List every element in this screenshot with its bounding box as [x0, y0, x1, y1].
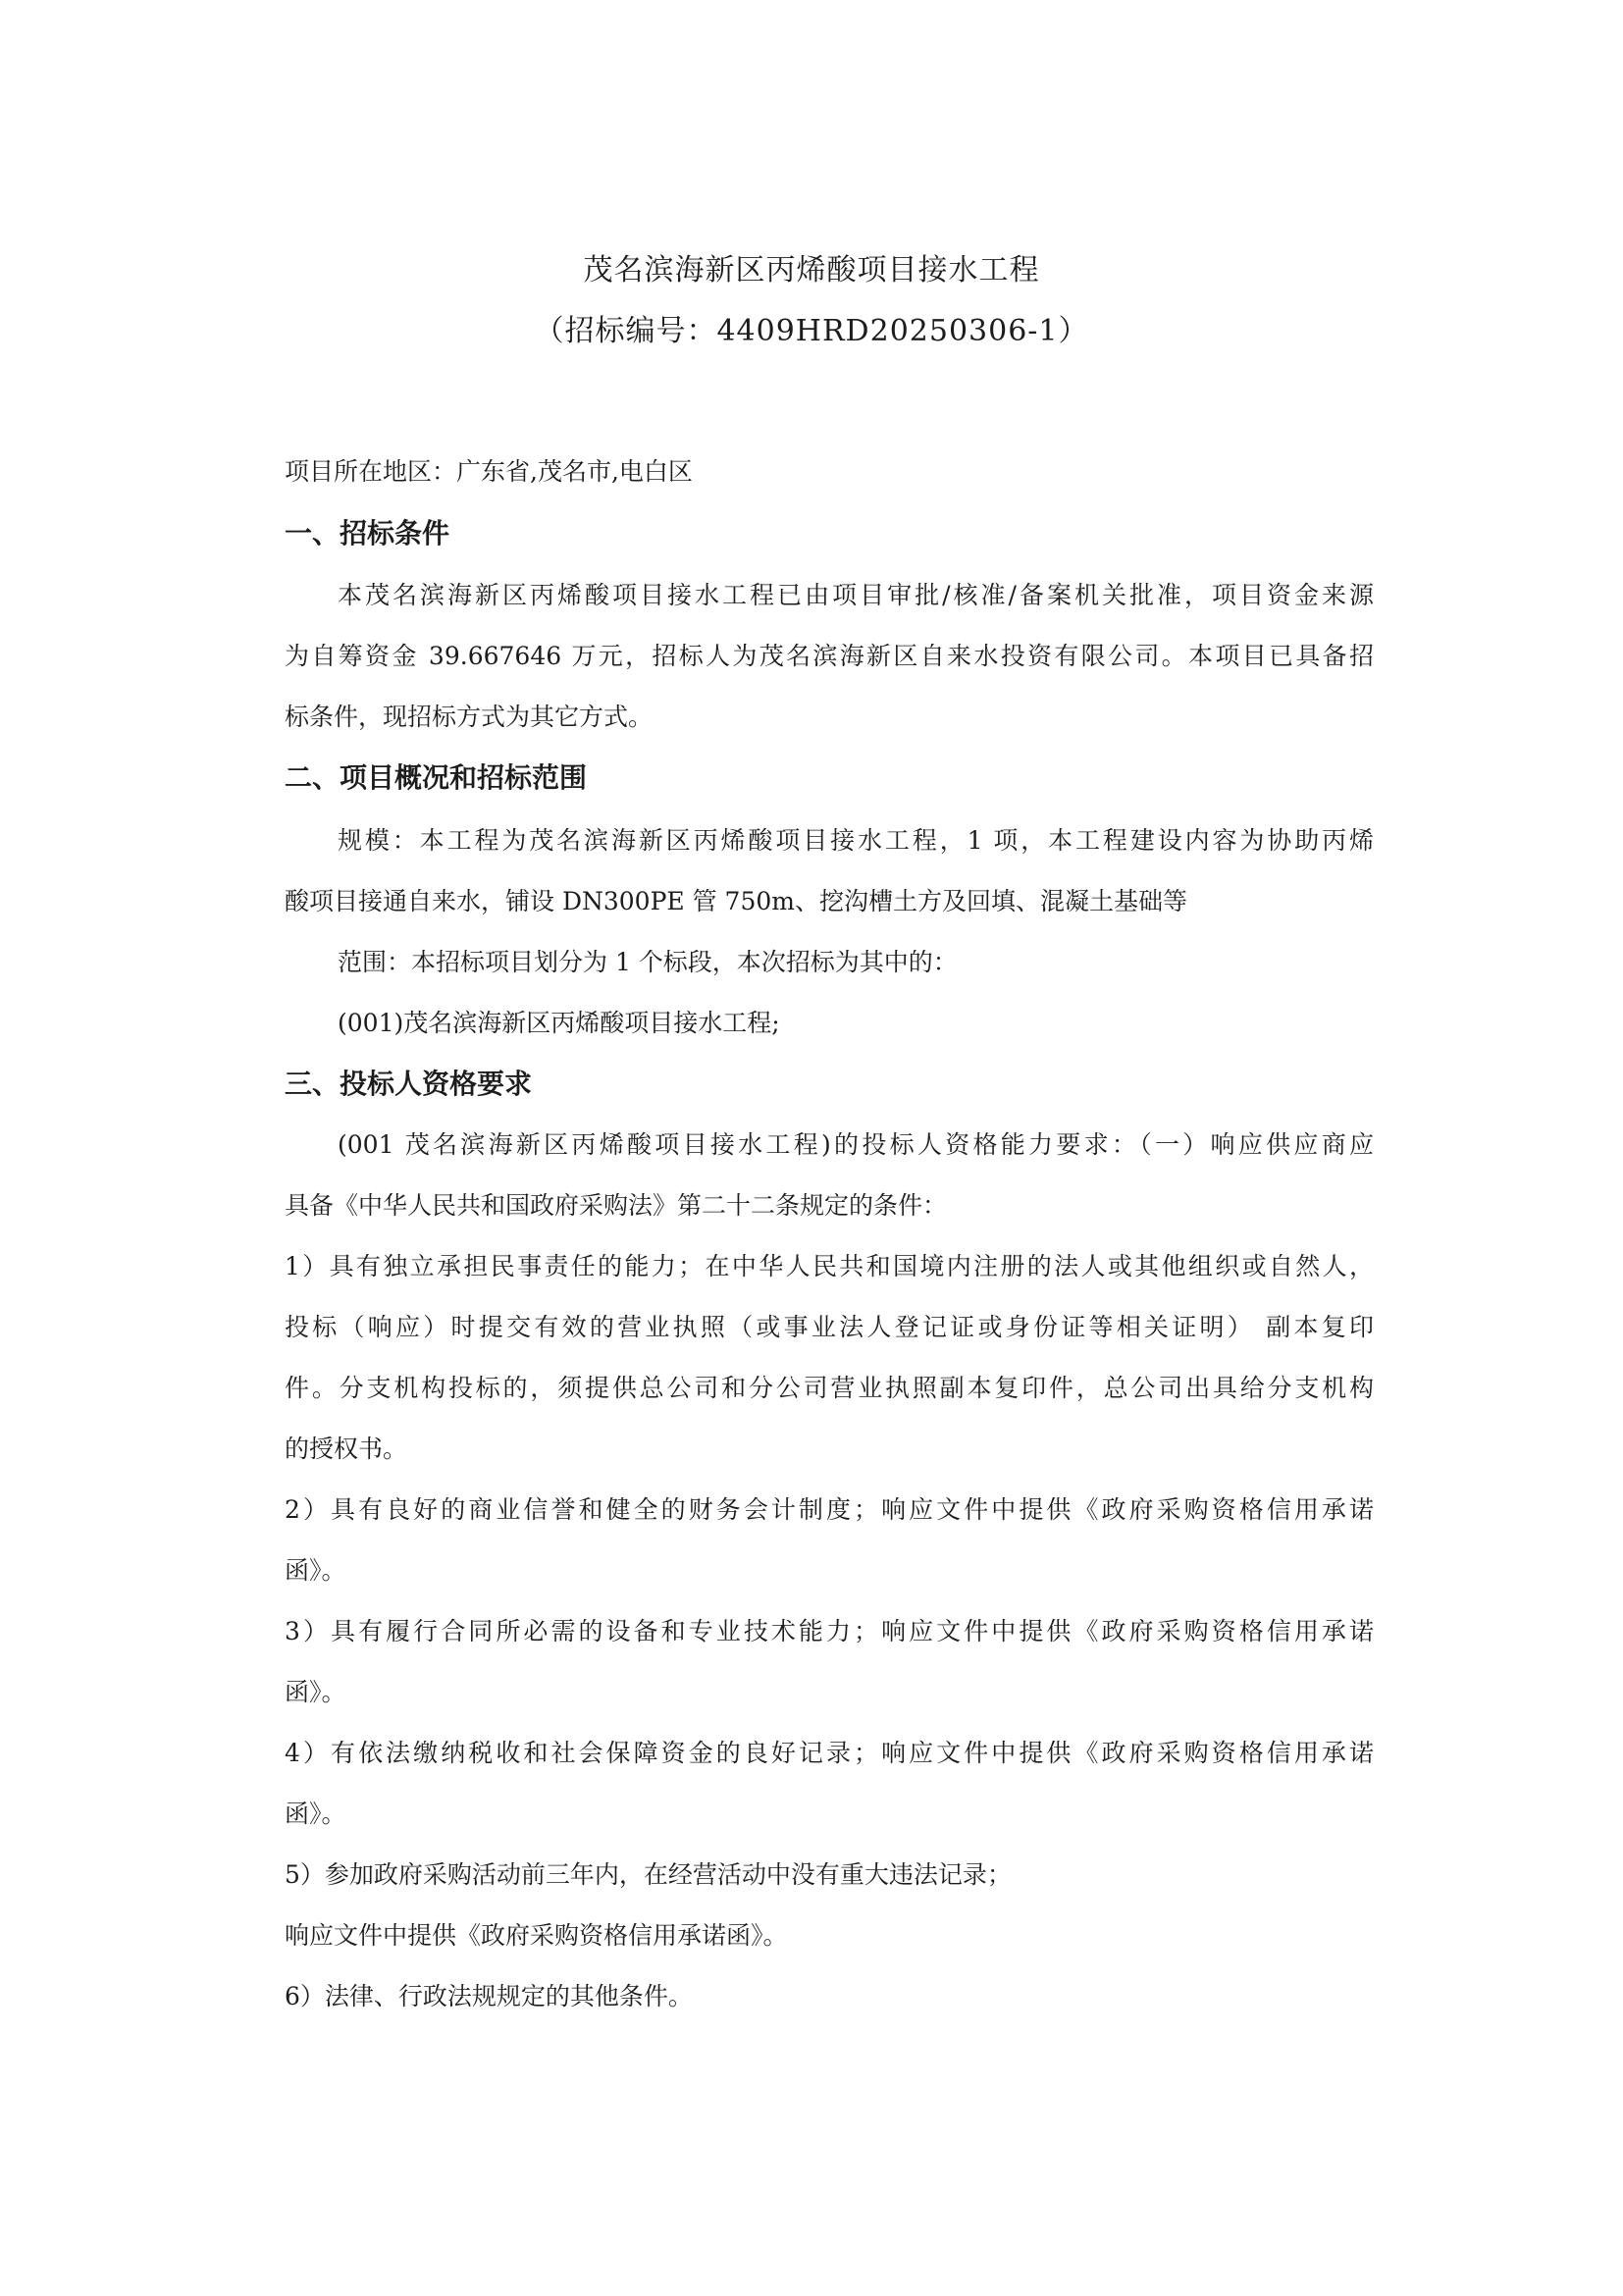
requirement-item-2: 2）具有良好的商业信誉和健全的财务会计制度；响应文件中提供《政府采购资格信用承诺	[285, 1495, 1374, 1524]
paragraph-line: 本茂名滨海新区丙烯酸项目接水工程已由项目审批/核准/备案机关批准，项目资金来源	[338, 581, 1374, 609]
requirement-item-1: 件。分支机构投标的，须提供总公司和分公司营业执照副本复印件，总公司出具给分支机构	[285, 1374, 1374, 1402]
paragraph-line: 具备《中华人民共和国政府采购法》第二十二条规定的条件：	[285, 1191, 948, 1220]
project-region: 项目所在地区：广东省,茂名市,电白区	[285, 457, 693, 486]
requirement-item-1: 投标（响应）时提交有效的营业执照（或事业法人登记证或身份证等相关证明） 副本复印	[285, 1313, 1374, 1341]
document-title: 茂名滨海新区丙烯酸项目接水工程	[583, 253, 1040, 287]
section-heading-bidder-qualifications: 三、投标人资格要求	[285, 1068, 533, 1100]
requirement-item-4: 函》。	[285, 1800, 346, 1828]
requirement-item-5: 响应文件中提供《政府采购资格信用承诺函》。	[285, 1921, 788, 1950]
paragraph-line: (001 茂名滨海新区丙烯酸项目接水工程)的投标人资格能力要求：（一）响应供应商应	[338, 1130, 1374, 1159]
requirement-item-2: 函》。	[285, 1556, 346, 1585]
requirement-item-1: 的授权书。	[285, 1435, 408, 1463]
paragraph-line: 规模：本工程为茂名滨海新区丙烯酸项目接水工程，1 项，本工程建设内容为协助丙烯	[338, 826, 1374, 855]
requirement-item-5: 5）参加政府采购活动前三年内，在经营活动中没有重大违法记录；	[285, 1860, 1012, 1889]
paragraph-line: 为自筹资金 39.667646 万元，招标人为茂名滨海新区自来水投资有限公司。本项目已具备招	[285, 642, 1374, 670]
requirement-item-3: 函》。	[285, 1678, 346, 1706]
scope-line: 范围：本招标项目划分为 1 个标段，本次招标为其中的：	[338, 948, 958, 976]
section-heading-project-overview: 二、项目概况和招标范围	[285, 761, 588, 794]
section-heading-tender-conditions: 一、招标条件	[285, 517, 450, 549]
lot-line: (001)茂名滨海新区丙烯酸项目接水工程;	[338, 1009, 780, 1037]
requirement-item-6: 6）法律、行政法规规定的其他条件。	[285, 1982, 693, 2010]
tender-number: （招标编号：4409HRD20250306-1）	[534, 314, 1089, 348]
paragraph-line: 标条件，现招标方式为其它方式。	[285, 703, 654, 731]
requirement-item-4: 4）有依法缴纳税收和社会保障资金的良好记录；响应文件中提供《政府采购资格信用承诺	[285, 1739, 1374, 1767]
paragraph-line: 酸项目接通自来水，铺设 DN300PE 管 750m、挖沟槽土方及回填、混凝土基础等	[285, 887, 1187, 915]
requirement-item-3: 3）具有履行合同所必需的设备和专业技术能力；响应文件中提供《政府采购资格信用承诺	[285, 1617, 1374, 1645]
requirement-item-1: 1）具有独立承担民事责任的能力；在中华人民共和国境内注册的法人或其他组织或自然人，	[285, 1252, 1374, 1280]
